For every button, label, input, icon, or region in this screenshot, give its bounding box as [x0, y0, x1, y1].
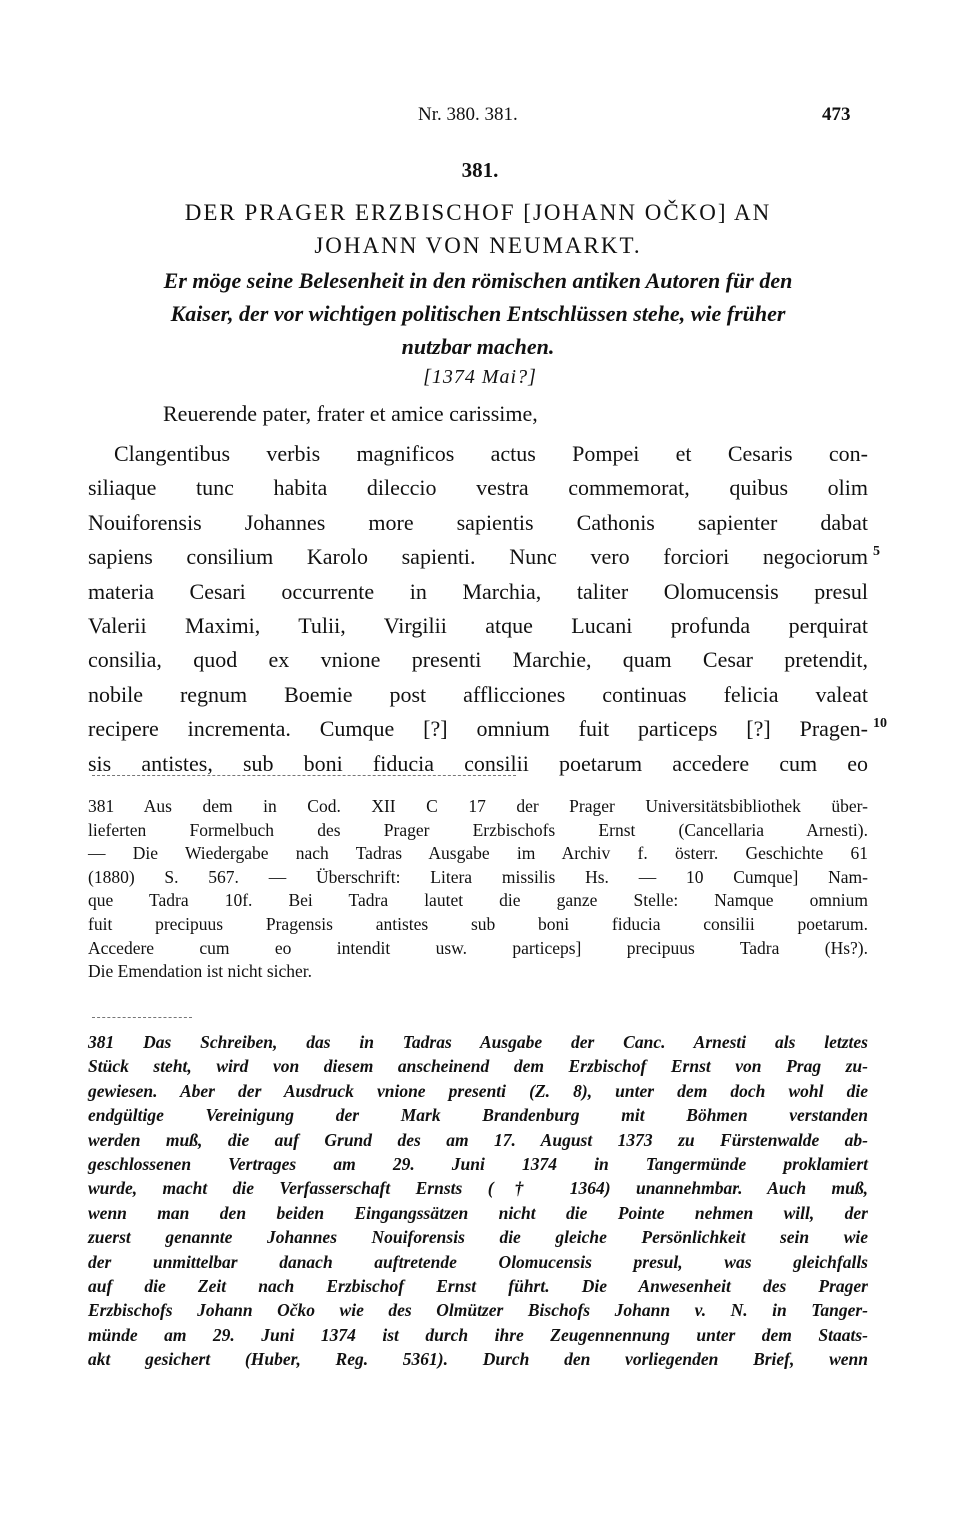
commentary-line: Erzbischofs Johann Očko wie des Olmützer Bischofs Johann v. N. in Tanger-: [88, 1300, 868, 1321]
commentary-line: der unmittelbar danach auftretende Olomucensis presul, was gleichfalls: [88, 1251, 868, 1272]
body-line: materia Cesari occurrente in Marchia, taliter Olomucensis presul: [88, 578, 868, 604]
body-line: sis antistes, sub boni fiducia consilii poetarum accedere cum eo: [88, 750, 868, 776]
commentary-line: wurde, macht die Verfasserschaft Ernsts († 1364) unannehmbar. Auch muß,: [88, 1178, 868, 1199]
running-head-text: Nr. 380. 381.: [418, 104, 518, 125]
salutation: Reuerende pater, frater et amice carissime,: [163, 401, 538, 426]
summary-line: Er möge seine Belesenheit in den römischen antiken Autoren für den: [163, 268, 793, 293]
body-line: Clangentibus verbis magnificos actus Pompei et Cesaris con-: [114, 441, 868, 466]
document-title: [88, 196, 868, 262]
body-line: consilia, quod ex vnione presenti Marchie, quam Cesar pretendit,: [88, 647, 868, 673]
body-line: recipere incrementa. Cumque [?] omnium fuit particeps [?] Pragen-: [88, 716, 868, 742]
commentary-line: werden muß, die auf Grund des am 17. August 1373 zu Fürstenwalde ab-: [88, 1129, 868, 1150]
commentary-notes: [88, 1030, 868, 1371]
commentary-line: gewiesen. Aber der Ausdruck vnione presenti (Z. 8), unter dem doch wohl die: [88, 1080, 868, 1101]
title-line: DER PRAGER ERZBISCHOF [JOHANN OČKO] AN: [184, 200, 772, 225]
body-line: sapiens consilium Karolo sapienti. Nunc vero forciori negociorum: [88, 544, 868, 570]
commentary-line: wenn man den beiden Eingangssätzen nicht die Pointe nehmen will, der: [88, 1202, 868, 1223]
body-line: Nouiforensis Johannes more sapientis Cathonis sapienter dabat: [88, 509, 868, 535]
apparatus-line: (1880) S. 567. — Überschrift: Litera missilis Hs. — 10 Cumque] Nam-: [88, 866, 868, 887]
critical-apparatus: [88, 795, 868, 984]
apparatus-line: lieferten Formelbuch des Prager Erzbischofs Ernst (Cancellaria Arnesti).: [88, 819, 868, 840]
body-line: nobile regnum Boemie post afflicciones continuas felicia valeat: [88, 681, 868, 707]
apparatus-line: que Tadra 10f. Bei Tadra lautet die ganze Stelle: Namque omnium: [88, 890, 868, 911]
commentary-line: Stück steht, wird von diesem anscheinend dem Erzbischof Ernst von Prag zu-: [88, 1056, 868, 1077]
apparatus-line: Die Emendation ist nicht sicher.: [88, 961, 313, 982]
letter-body: [88, 437, 868, 781]
title-line: JOHANN VON NEUMARKT.: [314, 233, 642, 258]
body-line: Valerii Maximi, Tulii, Virgilii atque Lucani profunda perquirat: [88, 612, 868, 638]
commentary-line: geschlossenen Vertrages am 29. Juni 1374 in Tangermünde proklamiert: [88, 1153, 868, 1174]
commentary-line: auf die Zeit nach Erzbischof Ernst führt. Die Anwesenheit des Prager: [88, 1275, 868, 1296]
document-number: 381.: [461, 158, 499, 182]
commentary-line: münde am 29. Juni 1374 ist durch ihre Zeugennennung unter dem Staats-: [88, 1324, 868, 1345]
apparatus-line: Accedere cum eo intendit usw. particeps] precipuus Tadra (Hs?).: [88, 937, 868, 958]
body-line: siliaque tunc habita dileccio vestra commemorat, quibus olim: [88, 475, 868, 501]
separator-rule: [92, 775, 516, 776]
commentary-line: akt gesichert (Huber, Reg. 5361). Durch den vorliegenden Brief, wenn: [88, 1349, 868, 1370]
page-number: 473: [822, 104, 851, 125]
apparatus-line: fuit precipuus Pragensis antistes sub boni fiducia consilii poetarum.: [88, 913, 868, 934]
separator-rule: [92, 1017, 192, 1018]
document-summary: [88, 264, 868, 363]
summary-line: Kaiser, der vor wichtigen politischen Entschlüssen stehe, wie früher: [170, 301, 786, 326]
summary-line: nutzbar machen.: [401, 334, 555, 359]
apparatus-line: 381 Aus dem in Cod. XII C 17 der Prager Universitätsbibliothek über-: [88, 796, 868, 816]
margin-line-number: 5: [873, 544, 880, 559]
margin-line-number: 10: [873, 716, 887, 731]
commentary-line: endgültige Vereinigung der Mark Brandenburg mit Böhmen verstanden: [88, 1105, 868, 1126]
commentary-line: zuerst genannte Johannes Nouiforensis die gleiche Persönlichkeit sein wie: [88, 1227, 868, 1248]
commentary-line: 381 Das Schreiben, das in Tadras Ausgabe der Canc. Arnesti als letztes: [88, 1032, 868, 1052]
document-date: [1374 Mai?]: [423, 366, 537, 388]
apparatus-line: — Die Wiedergabe nach Tadras Ausgabe im Archiv f. österr. Geschichte 61: [88, 843, 868, 864]
